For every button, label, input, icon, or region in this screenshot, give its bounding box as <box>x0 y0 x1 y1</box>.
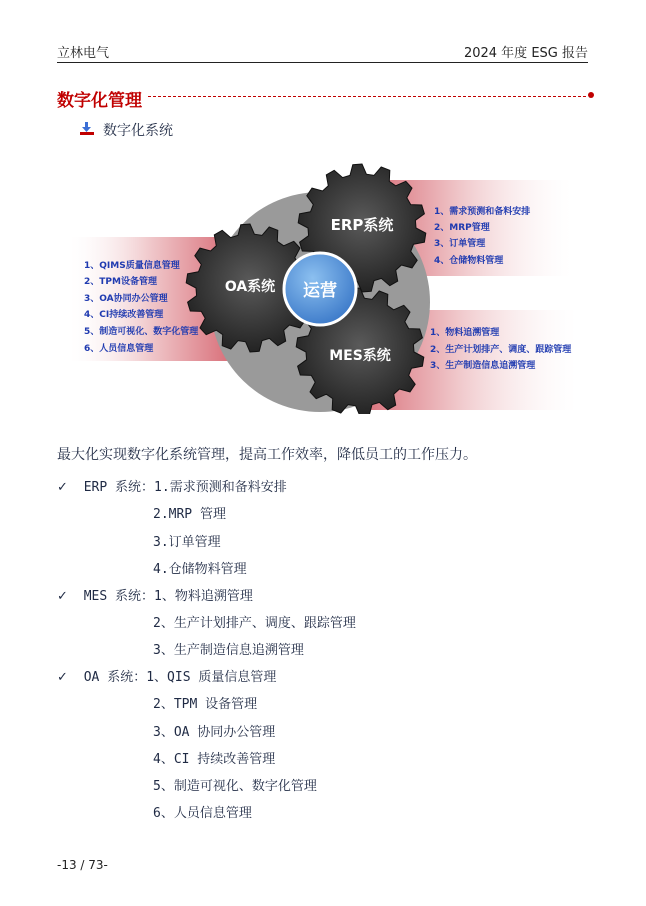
oa-item-6: 6、人员信息管理 <box>84 344 154 354</box>
mes-list-item-2: 2、生产计划排产、调度、跟踪管理 <box>153 616 356 631</box>
oa-item-2: 2、TPM设备管理 <box>84 277 157 287</box>
section-rule-dot <box>588 92 594 98</box>
mes-item-1: 1、物料追溯管理 <box>430 328 500 338</box>
oa-list-heading <box>57 666 276 685</box>
oa-item-5: 5、制造可视化、数字化管理 <box>84 327 199 337</box>
center-label: 运营 <box>303 281 337 301</box>
check-icon: ✓ <box>57 589 68 604</box>
digital-systems-diagram <box>62 162 582 414</box>
report-title: 2024 年度 ESG 报告 <box>463 46 588 61</box>
erp-list-item-1: 1.需求预测和备料安排 <box>154 480 287 495</box>
section-dashed-rule <box>148 96 586 97</box>
summary-text: 最大化实现数字化系统管理，提高工作效率，降低员工的工作压力。 <box>57 447 477 463</box>
erp-gear-label: ERP系统 <box>330 216 394 234</box>
page-number: -13 / 73- <box>57 858 108 872</box>
oa-item-3: 3、OA协同办公管理 <box>84 294 168 304</box>
erp-list-heading <box>57 476 287 495</box>
section-title: 数字化管理 <box>57 91 142 111</box>
subsection-title: 数字化系统 <box>103 123 173 139</box>
oa-item-4: 4、CI持续改善管理 <box>84 310 164 320</box>
mes-gear-label: MES系统 <box>329 348 391 364</box>
check-icon: ✓ <box>57 480 68 495</box>
erp-list-item-4: 4.仓储物料管理 <box>153 562 247 577</box>
oa-list-item-6: 6、人员信息管理 <box>153 806 252 821</box>
erp-list-item-2: 2.MRP 管理 <box>153 507 226 522</box>
oa-list-title: OA 系统： <box>83 670 147 685</box>
header-divider <box>57 62 588 63</box>
oa-list-item-4: 4、CI 持续改善管理 <box>153 752 276 767</box>
company-name: 立林电气 <box>57 46 110 61</box>
oa-list-item-1: 1、QIS 质量信息管理 <box>146 670 277 685</box>
oa-list-item-2: 2、TPM 设备管理 <box>153 697 258 712</box>
oa-list-item-3: 3、OA 协同办公管理 <box>153 725 276 740</box>
oa-list-item-5: 5、制造可视化、数字化管理 <box>153 779 317 794</box>
mes-list-title: MES 系统： <box>83 589 155 604</box>
bullet-icon <box>80 121 94 135</box>
erp-list-item-3: 3.订单管理 <box>153 535 221 550</box>
mes-list-heading <box>57 585 253 604</box>
mes-item-2: 2、生产计划排产、调度、跟踪管理 <box>430 345 572 355</box>
mes-list-item-3: 3、生产制造信息追溯管理 <box>153 643 304 658</box>
mes-item-3: 3、生产制造信息追溯管理 <box>430 361 536 371</box>
oa-item-1: 1、QIMS质量信息管理 <box>84 261 180 271</box>
erp-item-1: 1、需求预测和备料安排 <box>434 207 531 217</box>
erp-list-title: ERP 系统： <box>83 480 155 495</box>
erp-item-3: 3、订单管理 <box>434 239 486 249</box>
mes-list-item-1: 1、物料追溯管理 <box>154 589 253 604</box>
erp-item-2: 2、MRP管理 <box>434 223 490 233</box>
check-icon: ✓ <box>57 670 68 685</box>
erp-item-4: 4、仓储物料管理 <box>434 256 504 266</box>
oa-gear-label: OA系统 <box>224 279 276 295</box>
